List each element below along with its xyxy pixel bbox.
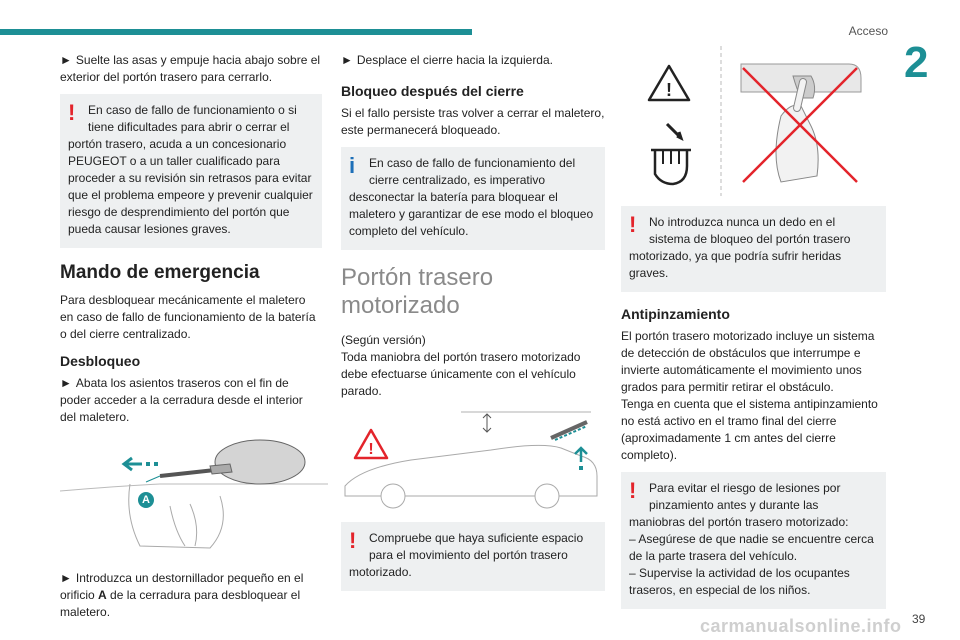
warning-note: ! En caso de fallo de funcionamiento o si tiene dificultades para abrir o cerrar el portón trasero, acuda a un concesionario PEUGEOT o a un taller cualificado para proceder a su revisión sin retrasos para evitar que el problema empeore y prevenir cualquier riesgo de desprendimiento del portón que pueda causar lesiones graves. [60,94,322,248]
svg-text:!: ! [368,441,374,458]
bullet-arrow-icon: ► [60,53,72,67]
warning-note: ! Compruebe que haya suficiente espacio para el movimiento del portón trasero motorizado. [341,522,605,591]
info-icon: i [349,153,356,178]
exclamation-icon: ! [68,100,76,125]
page-number: 39 [912,612,926,626]
paragraph: Para desbloquear mecánicamente el maletero en caso de fallo de funcionamiento de la batería o del cierre centralizado. [60,293,316,341]
finger-lock-illustration [621,46,886,200]
bullet-arrow-icon: ► [341,53,353,67]
paragraph: Si el fallo persiste tras volver a cerrar el maletero, este permanecerá bloqueado. [341,106,605,137]
warning-note: ! Para evitar el riesgo de lesiones por pinzamiento antes y durante las maniobras del portón trasero motorizado: – Asegúrese de que nadie se encuentre cerca de la parte trasera del vehículo. – Supervise la actividad de los ocupantes traseros, en especial de los niños. [621,472,886,609]
paragraph: El portón trasero motorizado incluye un sistema de detección de obstáculos que interrumpe e invierte automáticamente el movimiento unos grados para permitir retirar el obstáculo. [621,329,875,394]
header-accent-bar [0,29,472,35]
svg-text:!: ! [666,80,672,100]
paragraph: Tenga en cuenta que el sistema antipinzamiento no está activo en el tramo final del cierre (aproximadamente 1 cm antes del cierre completo). [621,397,878,462]
paragraph: Toda maniobra del portón trasero motorizado debe efectuarse únicamente con el vehículo parado. [341,350,581,398]
heading-motorized-tailgate: Portón trasero motorizado [341,264,494,319]
heading-antipinch: Antipinzamiento [621,306,730,322]
car-tailgate-figure [341,408,605,510]
chapter-number: 2 [904,38,929,87]
paragraph: ► Introduzca un destornillador pequeño en el orificio A de la cerradura para desbloquear el maletero. [60,571,304,619]
heading-lock-after-close: Bloqueo después del cierre [341,83,524,99]
column-2 [341,52,605,591]
label-a-badge: A [138,492,154,508]
exclamation-icon: ! [349,528,357,553]
exclamation-icon: ! [629,212,637,237]
bullet-arrow-icon: ► [60,376,72,390]
lock-illustration [60,436,328,556]
heading-unlock: Desbloqueo [60,353,141,369]
paragraph: ► Abata los asientos traseros con el fin de poder acceder a la cerradura desde el interior del maletero. [60,376,303,424]
paragraph: ► Desplace el cierre hacia la izquierda. [341,53,553,67]
paragraph: (Según versión) [341,333,426,347]
finger-lock-figure [621,46,886,200]
lock-screwdriver-figure [60,436,322,556]
section-label: Acceso [848,24,888,38]
heading-emergency: Mando de emergencia [60,262,260,283]
paragraph: ► Suelte las asas y empuje hacia abajo sobre el exterior del portón trasero para cerrarlo. [60,53,321,84]
bullet-arrow-icon: ► [60,571,72,585]
column-3 [621,52,886,609]
warning-note: ! No introduzca nunca un dedo en el sistema de bloqueo del portón trasero motorizado, ya que podría sufrir heridas graves. [621,206,886,292]
exclamation-icon: ! [629,478,637,503]
car-illustration [341,408,605,510]
column-1 [60,52,322,627]
watermark: carmanualsonline.info [700,616,902,636]
info-note: i En caso de fallo de funcionamiento del cierre centralizado, es imperativo desconectar la batería para bloquear el maletero y garantizar de ese modo el bloqueo completo del vehículo. [341,147,605,250]
